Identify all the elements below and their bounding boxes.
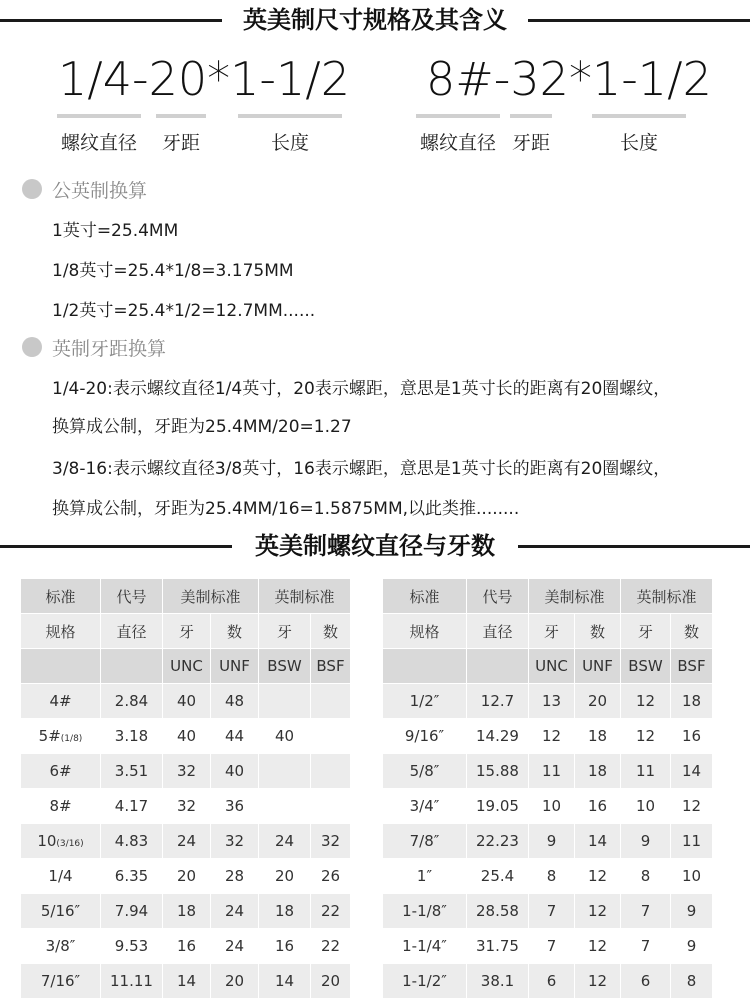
unf-cell: 14 (575, 824, 621, 859)
dia-cell: 12.7 (467, 684, 529, 719)
header-cell: BSF (311, 649, 351, 684)
header-cell: UNC (163, 649, 211, 684)
unc-cell: 24 (163, 824, 211, 859)
dia-cell: 4.17 (101, 789, 163, 824)
spec-cell (383, 824, 467, 859)
bsw-cell: 14 (259, 964, 311, 999)
header-cell: 规格 (383, 614, 467, 649)
underline-diameter-2 (416, 114, 500, 118)
spec-value: 5/16″ (40, 902, 81, 920)
spec-value: 8# (49, 797, 72, 815)
table-row (21, 719, 351, 754)
header-cell (101, 649, 163, 684)
spec-value: 5# (38, 727, 61, 745)
spec-cell (383, 964, 467, 999)
subsection-title: 英制牙距换算 (52, 337, 167, 360)
spec-cell (21, 754, 101, 789)
unf-cell: 16 (575, 789, 621, 824)
spec-cell (21, 859, 101, 894)
dia-cell: 22.23 (467, 824, 529, 859)
table-body (21, 684, 351, 999)
bsw-cell: 12 (621, 719, 671, 754)
spec-value: 1-1/8″ (402, 902, 447, 920)
unf-cell: 24 (211, 929, 259, 964)
unc-cell: 18 (163, 894, 211, 929)
spec-cell (21, 789, 101, 824)
bsf-cell: 10 (671, 859, 713, 894)
spec-cell (21, 929, 101, 964)
header-cell: 美制标准 (163, 579, 259, 614)
bsf-cell: 22 (311, 929, 351, 964)
unc-cell: 7 (529, 894, 575, 929)
header-cell: UNF (575, 649, 621, 684)
thread-table-right (382, 578, 713, 999)
bsf-cell: 14 (671, 754, 713, 789)
dia-cell: 19.05 (467, 789, 529, 824)
unf-cell: 48 (211, 684, 259, 719)
table-row (383, 684, 713, 719)
dia-cell: 3.18 (101, 719, 163, 754)
unc-cell: 16 (163, 929, 211, 964)
bsw-cell: 40 (259, 719, 311, 754)
header-cell: BSW (621, 649, 671, 684)
spec-cell (21, 719, 101, 754)
spec-value: 1/2″ (409, 692, 440, 710)
table-row (383, 964, 713, 999)
table-row (383, 859, 713, 894)
pitch-line: 3/8-16:表示螺纹直径3/8英寸，16表示螺距，意思是1英寸长的距离有20圈螺纹， (52, 459, 671, 479)
spec-cell (383, 719, 467, 754)
dia-cell: 6.35 (101, 859, 163, 894)
section-title: 英美制尺寸规格及其含义 (243, 6, 507, 34)
spec-value: 1-1/2″ (402, 972, 447, 990)
section-header-size-meaning (0, 0, 750, 40)
dia-cell: 31.75 (467, 929, 529, 964)
bsf-cell: 12 (671, 789, 713, 824)
dia-cell: 15.88 (467, 754, 529, 789)
header-cell: 规格 (21, 614, 101, 649)
underline-pitch-2 (510, 114, 552, 118)
bsw-cell (259, 789, 311, 824)
header-cell: 数 (211, 614, 259, 649)
bsw-cell: 6 (621, 964, 671, 999)
unf-cell: 20 (575, 684, 621, 719)
spec-cell (383, 859, 467, 894)
unc-cell: 32 (163, 754, 211, 789)
subsection-pitch-conversion (22, 332, 166, 362)
spec-subvalue: (1/8) (60, 734, 83, 744)
spec-value: 10 (37, 832, 57, 850)
spec-cell (383, 684, 467, 719)
label-pitch-2: 牙距 (511, 132, 550, 154)
pitch-line: 1/4-20:表示螺纹直径1/4英寸，20表示螺距，意思是1英寸长的距离有20圈螺纹， (52, 379, 671, 399)
table-row (383, 894, 713, 929)
bsw-cell: 24 (259, 824, 311, 859)
bsw-cell (259, 684, 311, 719)
unf-cell: 12 (575, 964, 621, 999)
header-cell: 牙 (621, 614, 671, 649)
bsw-cell: 7 (621, 929, 671, 964)
conversion-line: 1/2英寸=25.4*1/2=12.7MM...... (52, 301, 316, 321)
spec-cell (21, 964, 101, 999)
bsf-cell: 11 (671, 824, 713, 859)
spec-cell (383, 894, 467, 929)
unf-cell: 32 (211, 824, 259, 859)
bsw-cell: 20 (259, 859, 311, 894)
unf-cell: 18 (575, 754, 621, 789)
unc-cell: 10 (529, 789, 575, 824)
table-header-row (21, 614, 351, 649)
bsw-cell: 9 (621, 824, 671, 859)
header-cell: 直径 (467, 614, 529, 649)
table-header-row (21, 649, 351, 684)
section-title: 英美制螺纹直径与牙数 (255, 532, 495, 560)
dia-cell: 7.94 (101, 894, 163, 929)
table-row (383, 824, 713, 859)
header-cell: 英制标准 (259, 579, 351, 614)
spec-value: 7/16″ (40, 972, 81, 990)
spec-value: 4# (49, 692, 72, 710)
bsf-cell: 9 (671, 929, 713, 964)
table-row (21, 684, 351, 719)
bsf-cell (311, 684, 351, 719)
spec-cell (383, 789, 467, 824)
bsf-cell: 22 (311, 894, 351, 929)
bsf-cell (311, 754, 351, 789)
spec-cell (21, 894, 101, 929)
pitch-line: 换算成公制，牙距为25.4MM/20=1.27 (52, 417, 352, 437)
underline-length-2 (592, 114, 686, 118)
table-row (21, 789, 351, 824)
spec-value: 5/8″ (409, 762, 440, 780)
label-length-2: 长度 (619, 132, 658, 154)
spec-value: 1″ (416, 867, 433, 885)
dia-cell: 4.83 (101, 824, 163, 859)
spec-value: 3/4″ (409, 797, 440, 815)
label-diameter-2: 螺纹直径 (419, 132, 496, 154)
header-cell (467, 649, 529, 684)
unc-cell: 32 (163, 789, 211, 824)
bsw-cell: 18 (259, 894, 311, 929)
spec-subvalue: (3/16) (56, 839, 84, 849)
header-cell: 代号 (101, 579, 163, 614)
spec-value: 1/4 (48, 867, 73, 885)
subsection-title: 公英制换算 (52, 179, 148, 202)
bsw-cell: 11 (621, 754, 671, 789)
header-cell: BSW (259, 649, 311, 684)
table-row (383, 754, 713, 789)
spec-value: 6# (49, 762, 72, 780)
table-row (21, 859, 351, 894)
unc-cell: 40 (163, 719, 211, 754)
dia-cell: 28.58 (467, 894, 529, 929)
unc-cell: 20 (163, 859, 211, 894)
unf-cell: 36 (211, 789, 259, 824)
header-cell: 数 (575, 614, 621, 649)
unc-cell: 8 (529, 859, 575, 894)
unc-cell: 12 (529, 719, 575, 754)
bsw-cell: 10 (621, 789, 671, 824)
header-cell: 代号 (467, 579, 529, 614)
header-cell: 牙 (259, 614, 311, 649)
table-header-row (383, 614, 713, 649)
spec-example-imperial: 1/4-20*1-1/2 (58, 52, 351, 106)
dia-cell: 38.1 (467, 964, 529, 999)
bsf-cell: 16 (671, 719, 713, 754)
table-row (383, 789, 713, 824)
header-cell: 英制标准 (621, 579, 713, 614)
table-row (21, 824, 351, 859)
unf-cell: 44 (211, 719, 259, 754)
spec-value: 9/16″ (404, 727, 445, 745)
spec-cell (383, 929, 467, 964)
unf-cell: 12 (575, 859, 621, 894)
bsf-cell (311, 719, 351, 754)
header-cell (21, 649, 101, 684)
conversion-line: 1/8英寸=25.4*1/8=3.175MM (52, 261, 294, 281)
bsf-cell (311, 789, 351, 824)
header-cell: 数 (311, 614, 351, 649)
unf-cell: 40 (211, 754, 259, 789)
bsw-cell: 7 (621, 894, 671, 929)
header-cell: UNF (211, 649, 259, 684)
bsw-cell (259, 754, 311, 789)
underline-diameter (57, 114, 141, 118)
conversion-line: 1英寸=25.4MM (52, 221, 179, 241)
unf-cell: 24 (211, 894, 259, 929)
header-cell: UNC (529, 649, 575, 684)
bullet-icon (22, 179, 42, 199)
table-row (383, 719, 713, 754)
header-cell: 标准 (21, 579, 101, 614)
table-row (21, 894, 351, 929)
underline-pitch (156, 114, 206, 118)
unc-cell: 40 (163, 684, 211, 719)
unf-cell: 28 (211, 859, 259, 894)
dia-cell: 14.29 (467, 719, 529, 754)
header-cell: 标准 (383, 579, 467, 614)
table-body (383, 684, 713, 999)
bsf-cell: 26 (311, 859, 351, 894)
table-row (383, 929, 713, 964)
table-header-row (383, 649, 713, 684)
unf-cell: 12 (575, 929, 621, 964)
bsf-cell: 18 (671, 684, 713, 719)
bsf-cell: 8 (671, 964, 713, 999)
bsf-cell: 20 (311, 964, 351, 999)
spec-cell (21, 824, 101, 859)
header-cell: BSF (671, 649, 713, 684)
unc-cell: 6 (529, 964, 575, 999)
unf-cell: 18 (575, 719, 621, 754)
table-header-row (383, 579, 713, 614)
header-cell: 直径 (101, 614, 163, 649)
header-cell: 数 (671, 614, 713, 649)
bsw-cell: 16 (259, 929, 311, 964)
label-pitch: 牙距 (161, 132, 200, 154)
table-row (21, 964, 351, 999)
dia-cell: 2.84 (101, 684, 163, 719)
unc-cell: 7 (529, 929, 575, 964)
table-header-row (21, 579, 351, 614)
dia-cell: 11.11 (101, 964, 163, 999)
unf-cell: 12 (575, 894, 621, 929)
unc-cell: 13 (529, 684, 575, 719)
unc-cell: 9 (529, 824, 575, 859)
spec-example-number: 8#-32*1-1/2 (426, 52, 712, 106)
dia-cell: 3.51 (101, 754, 163, 789)
unc-cell: 14 (163, 964, 211, 999)
label-diameter: 螺纹直径 (60, 132, 137, 154)
unc-cell: 11 (529, 754, 575, 789)
bsw-cell: 12 (621, 684, 671, 719)
header-cell: 牙 (529, 614, 575, 649)
bsf-cell: 9 (671, 894, 713, 929)
spec-value: 3/8″ (45, 937, 76, 955)
label-length: 长度 (270, 132, 309, 154)
table-row (21, 754, 351, 789)
dia-cell: 9.53 (101, 929, 163, 964)
subsection-metric-conversion (22, 174, 147, 204)
spec-value: 1-1/4″ (402, 937, 447, 955)
spec-cell (21, 684, 101, 719)
header-cell (383, 649, 467, 684)
table-row (21, 929, 351, 964)
spec-cell (383, 754, 467, 789)
header-cell: 美制标准 (529, 579, 621, 614)
bsf-cell: 32 (311, 824, 351, 859)
dia-cell: 25.4 (467, 859, 529, 894)
section-header-diameter-threads (0, 526, 750, 566)
pitch-line: 换算成公制，牙距为25.4MM/16=1.5875MM,以此类推........ (52, 499, 520, 519)
bullet-icon (22, 337, 42, 357)
spec-value: 7/8″ (409, 832, 440, 850)
unf-cell: 20 (211, 964, 259, 999)
underline-length (238, 114, 342, 118)
header-cell: 牙 (163, 614, 211, 649)
thread-table-left (20, 578, 351, 999)
bsw-cell: 8 (621, 859, 671, 894)
